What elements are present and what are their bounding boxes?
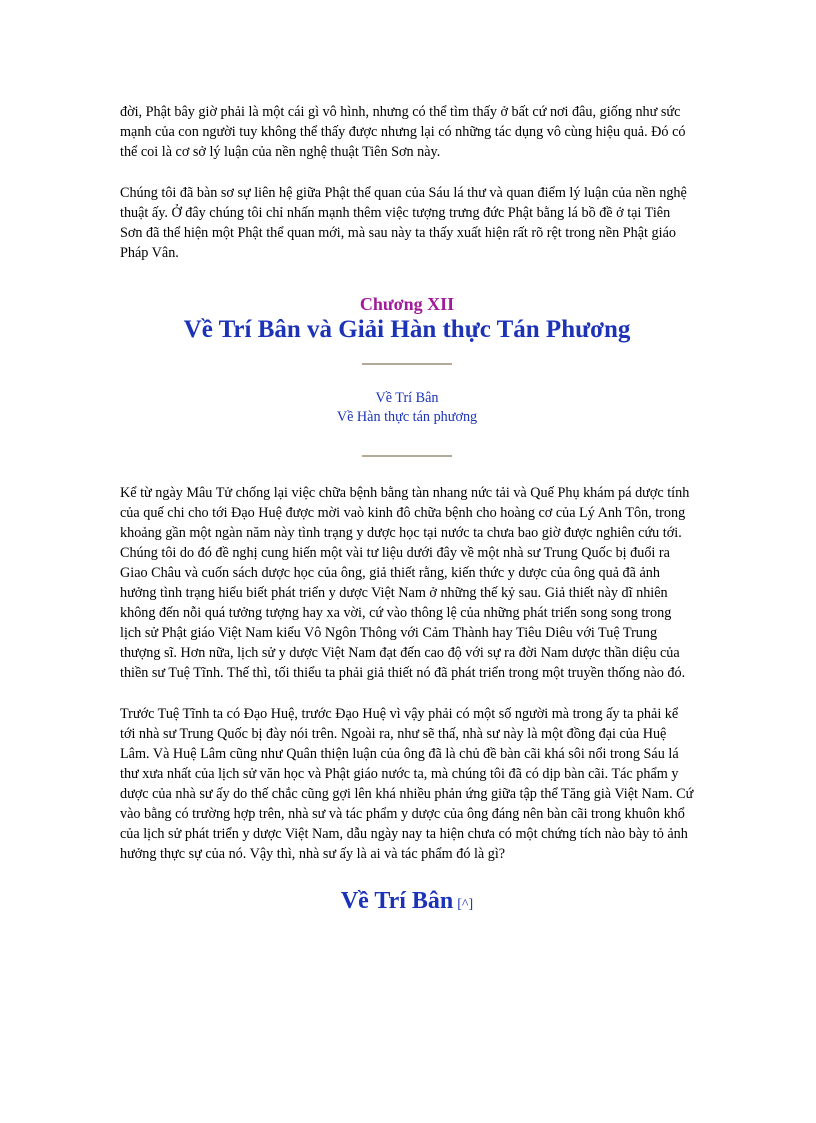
table-of-contents — [120, 389, 694, 427]
intro-paragraph-2: Chúng tôi đã bàn sơ sự liên hệ giữa Phật thể quan của Sáu lá thư và quan điểm lý luận của nền nghệ thuật ấy. Ở đây chúng tôi chỉ nhấn mạnh thêm việc tượng trưng đức Phật bằng lá bồ đề ở tại Tiên Sơn đã thể hiện một Phật thể quan mới, mà sau này ta thấy xuất hiện rất rõ rệt trong nền Phật giáo Pháp Vân. — [120, 185, 687, 261]
toc-link-tri-ban[interactable]: Về Trí Bân — [375, 390, 439, 406]
document-page — [120, 102, 694, 920]
chapter-label: Chương XII — [359, 294, 455, 314]
toc-link-han-thuc-tan-phuong[interactable]: Về Hàn thực tán phương — [336, 409, 478, 425]
back-to-top-link[interactable]: [^] — [457, 897, 474, 912]
body-paragraph-2: Trước Tuệ Tĩnh ta có Đạo Huệ, trước Đạo Huệ vì vậy phải có một số người mà trong ấy ta phải kể tới nhà sư Trung Quốc bị đày nói trên. Ngoài ra, như sẽ thấ, nhà sư này là một đồng đại của Huệ Lâm. Và Huệ Lâm cũng như Quân thiện luận của ông đã là chủ đề bàn cãi khá sôi nổi trong Sáu lá thư xưa nhất của lịch sử văn học và Phật giáo nước ta, mà chúng tôi đã có dịp bàn cãi. Tác phẩm y dược của nhà sư ấy do thế chắc cũng gợi lên khá nhiều phản ứng giữa tập thể Tăng già Việt Nam. Cứ vào bằng có trường hợp trên, nhà sư và tác phẩm y dược của ông đáng nên bàn cãi trong khuôn khổ của lịch sử phát triển y dược Việt Nam, dẫu ngày nay ta hiện chưa có một chứng tích nào bày tỏ ảnh hưởng thực sự của nó. Vậy thì, nhà sư ấy là ai và tác phẩm đó là gì? — [120, 706, 694, 862]
intro-paragraph-1: đời, Phật bây giờ phải là một cái gì vô hình, nhưng có thể tìm thấy ở bất cứ nơi đâu, giống như sức mạnh của con người tuy không thể thấy được nhưng lại có những tác dụng vô cùng hiệu quả. Đó có thể coi là cơ sở lý luận của nền nghệ thuật Tiên Sơn này. — [120, 104, 686, 160]
section-heading — [120, 886, 694, 920]
body-paragraph-1: Kể từ ngày Mâu Tử chống lại việc chữa bệnh bằng tàn nhang nức tải và Quế Phụ khám pá dược tính của quế chi cho tới Đạo Huệ được mời vaò kinh đô chữa bệnh cho hoàng cơ của Lý Anh Tôn, trong khoảng gần một ngàn năm này tình trạng y dược học tại nước ta chưa bao giờ được nghiên cứu tới. Chúng tôi do đó đề nghị cung hiến một vài tư liệu dưới đây về một nhà sư Trung Quốc bị đuổi ra Giao Châu và cuốn sách dược học của ông, giả thiết rằng, kiến thức y dược của ông quả đã ảnh hưởng tình trạng hiểu biết phát triển y dược Việt Nam ở những thế kỷ sau. Giả thiết này dĩ nhiên không đến nỗi quá tưởng tượng hay xa vời, cứ vào thông lệ của những phát triển song song trong lịch sử Phật giáo Việt Nam kiểu Vô Ngôn Thông với Cảm Thành hay Tiêu Diêu với Tuệ Trung thượng sĩ. Hơn nữa, lịch sử y dược Việt Nam đạt đến cao độ với sự ra đời Nam dược thần diệu của thiền sư Tuệ Tĩnh. Thế thì, tối thiểu ta phải giả thiết nó đã phát triển trong một truyền thống nào đó. — [120, 485, 690, 681]
chapter-title: Về Trí Bân và Giải Hàn thực Tán Phương — [183, 316, 631, 343]
section-heading-text: Về Trí Bân — [340, 888, 454, 914]
divider-bottom — [362, 455, 452, 457]
divider-top — [362, 363, 452, 365]
